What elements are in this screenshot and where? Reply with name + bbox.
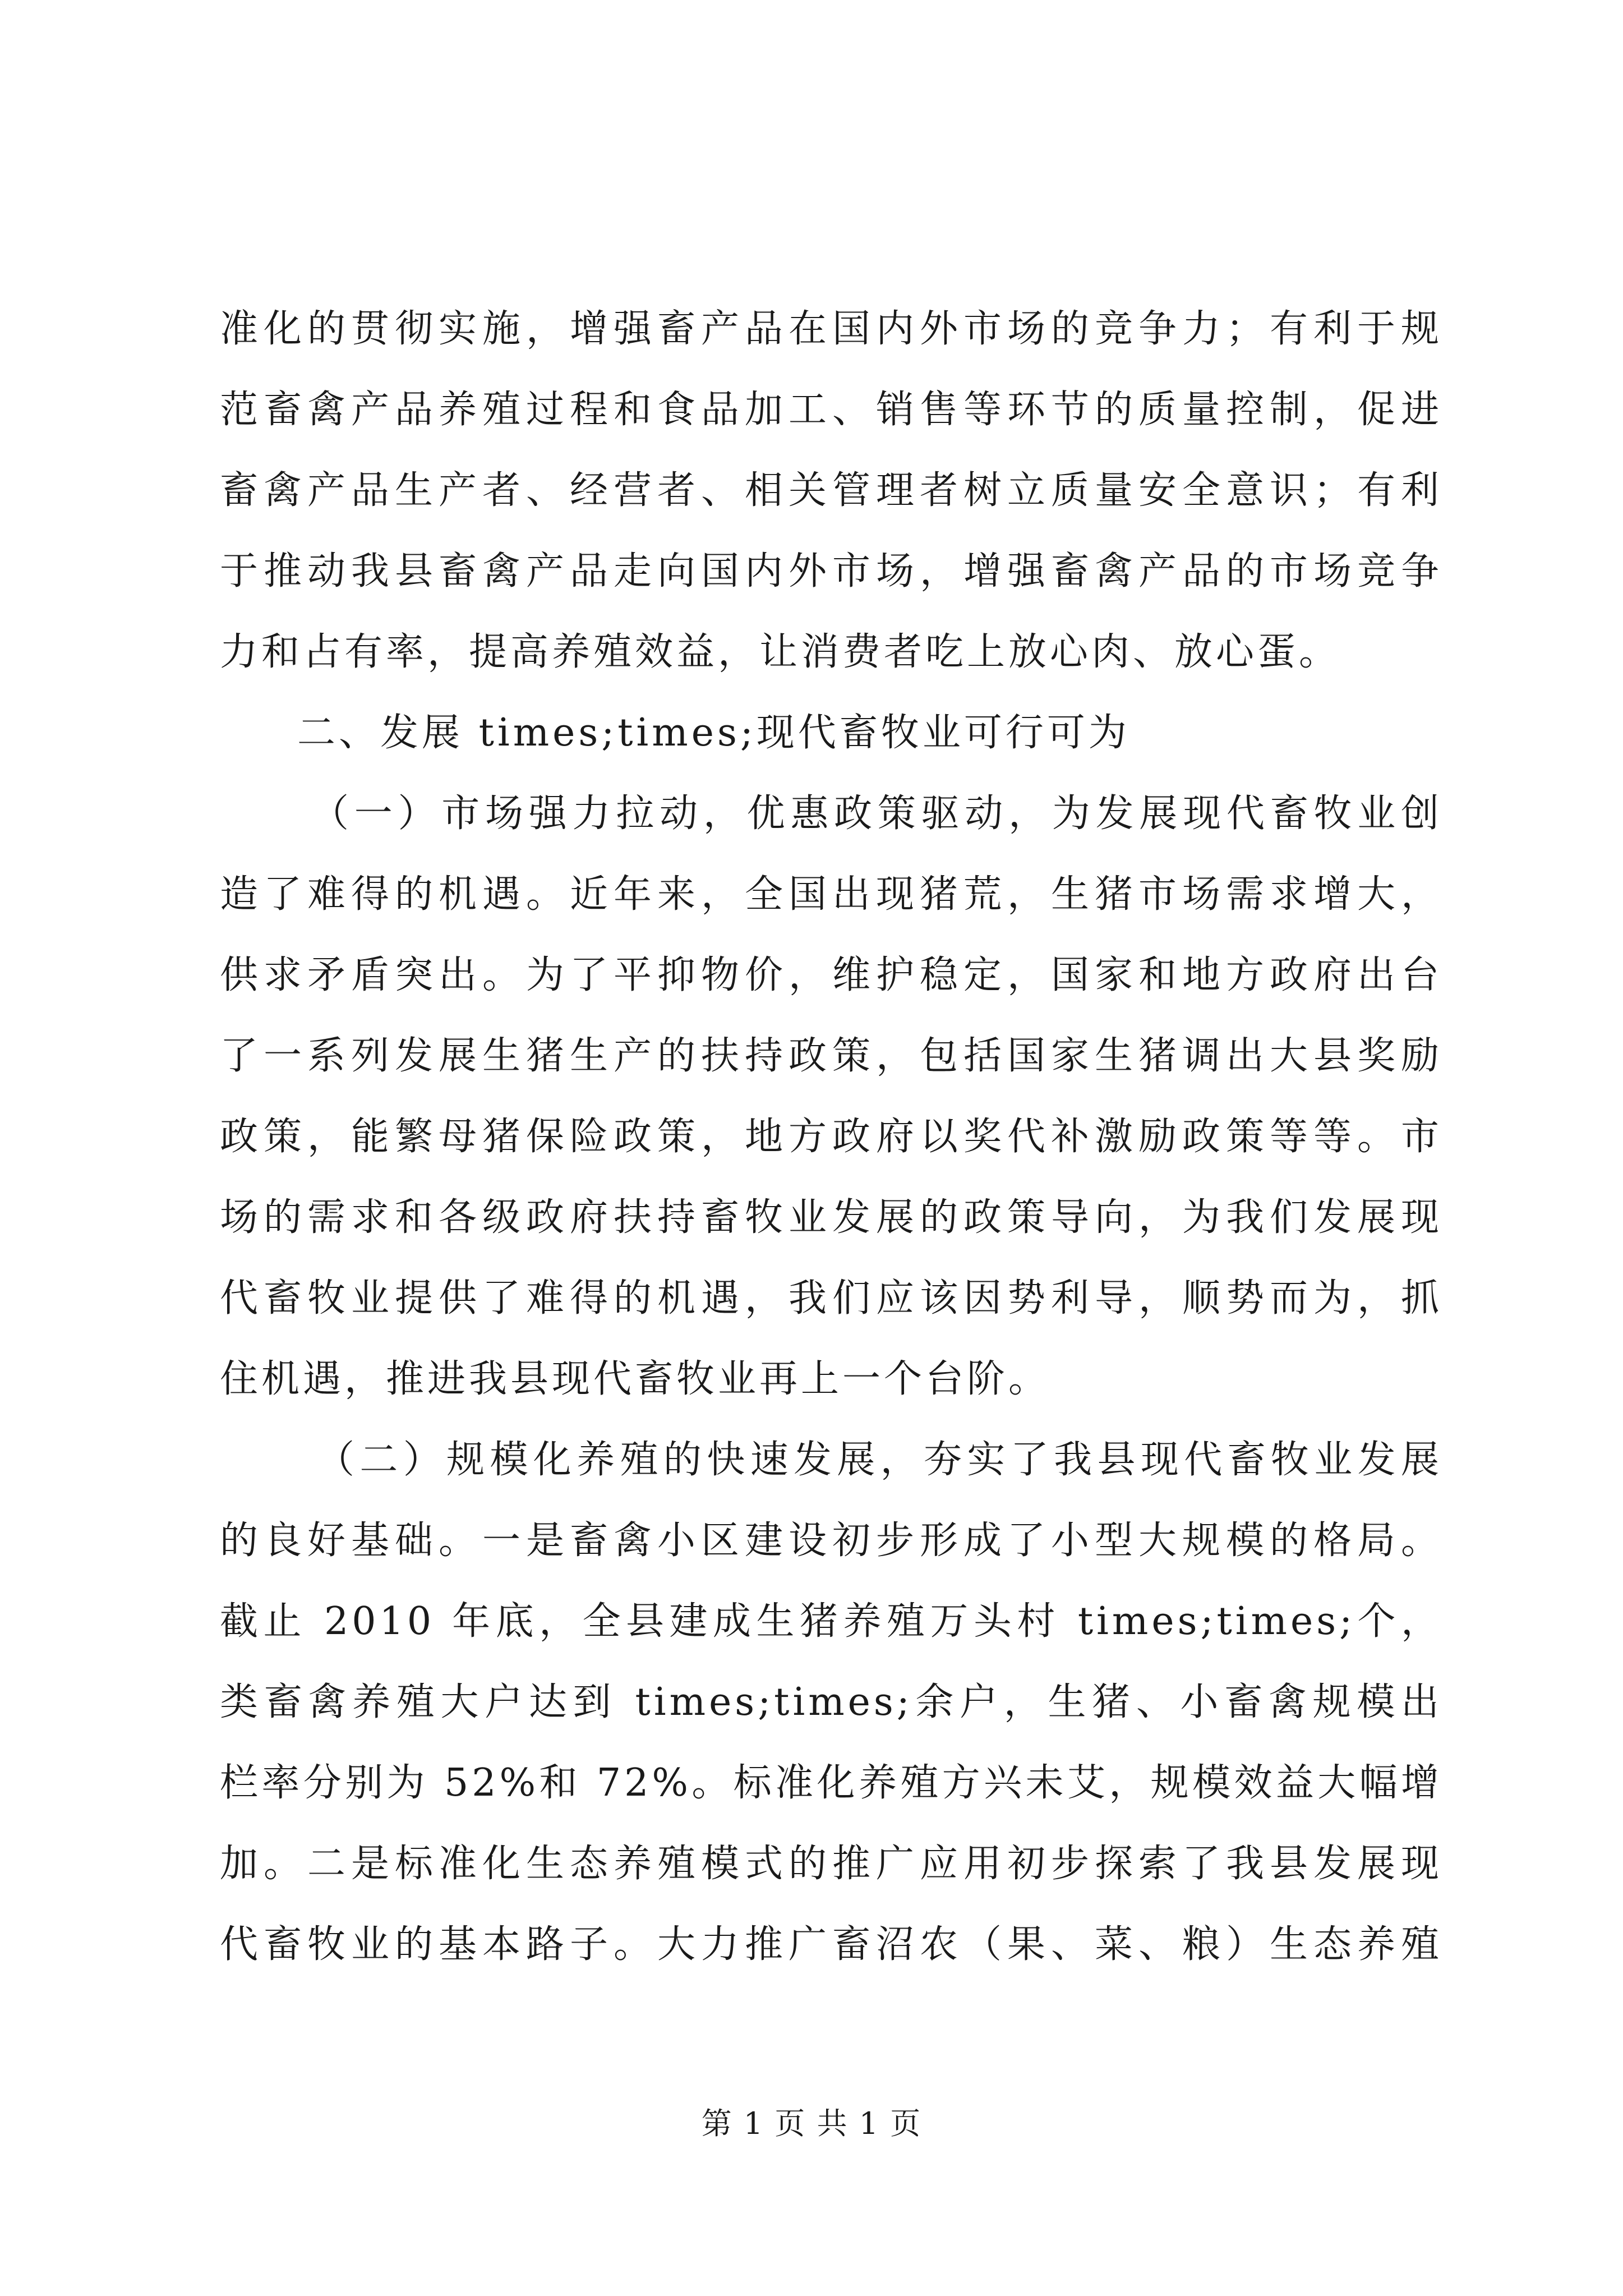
page-number-label: 第 1 页 共 1 页 [701,2106,922,2141]
text-line: 栏率分别为 52%和 72%。标准化养殖方兴未艾，规模效益大幅增 [220,1761,1442,1805]
text-line: （二）规模化养殖的快速发展，夯实了我县现代畜牧业发展 [316,1438,1442,1482]
text-line: 政策，能繁母猪保险政策，地方政府以奖代补激励政策等等。市 [220,1115,1442,1159]
text-line: 代畜牧业提供了难得的机遇，我们应该因势利导，顺势而为，抓 [220,1276,1442,1320]
text-line: 畜禽产品生产者、经营者、相关管理者树立质量安全意识；有利 [220,468,1442,513]
text-line: 加。二是标准化生态养殖模式的推广应用初步探索了我县发展现 [220,1842,1442,1886]
text-line: 了一系列发展生猪生产的扶持政策，包括国家生猪调出大县奖励 [220,1034,1442,1078]
paragraph-continuation [220,289,1442,693]
text-line: 场的需求和各级政府扶持畜牧业发展的政策导向，为我们发展现 [220,1195,1442,1240]
section-heading [220,693,1442,774]
paragraph-subsection-1 [220,774,1442,1420]
heading-line: 二、发展 times;times;现代畜牧业可行可为 [297,711,1130,755]
text-line: 供求矛盾突出。为了平抑物价，维护稳定，国家和地方政府出台 [220,953,1442,997]
text-line: 准化的贯彻实施，增强畜产品在国内外市场的竞争力；有利于规 [220,307,1442,351]
text-line: 代畜牧业的基本路子。大力推广畜沼农（果、菜、粮）生态养殖 [220,1922,1442,1967]
document-body [220,289,1442,1985]
page-footer [0,2100,1623,2143]
text-line: 类畜禽养殖大户达到 times;times;余户，生猪、小畜禽规模出 [220,1680,1442,1724]
text-line: 范畜禽产品养殖过程和食品加工、销售等环节的质量控制，促进 [220,388,1442,432]
text-line: 于推动我县畜禽产品走向国内外市场，增强畜禽产品的市场竞争 [220,549,1442,593]
paragraph-subsection-2 [220,1420,1442,1985]
text-line: 力和占有率，提高养殖效益，让消费者吃上放心肉、放心蛋。 [220,630,1341,674]
text-line: 住机遇，推进我县现代畜牧业再上一个台阶。 [220,1357,1050,1401]
text-line: 截止 2010 年底，全县建成生猪养殖万头村 times;times;个， [220,1599,1442,1644]
text-line: 造了难得的机遇。近年来，全国出现猪荒，生猪市场需求增大， [220,872,1442,917]
text-line: （一）市场强力拉动，优惠政策驱动，为发展现代畜牧业创 [311,792,1442,836]
text-line: 的良好基础。一是畜禽小区建设初步形成了小型大规模的格局。 [220,1519,1442,1563]
